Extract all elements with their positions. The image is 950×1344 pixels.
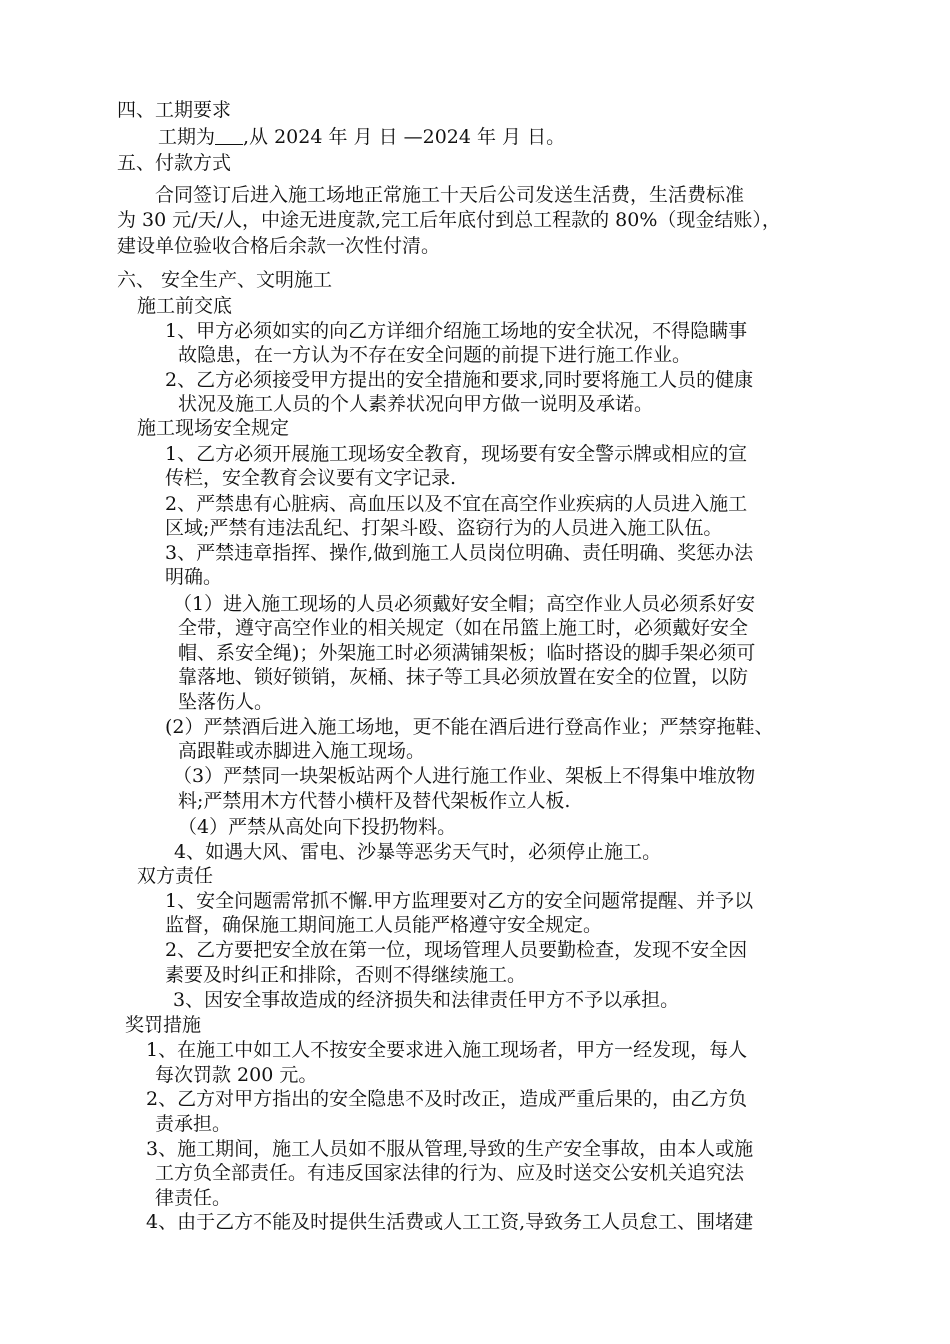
paragraph-line: 状况及施工人员的个人素养状况向甲方做一说明及承诺。 (178, 393, 654, 415)
paragraph-line: 律责任。 (155, 1187, 232, 1209)
paragraph-line: 3、施工期间，施工人员如不服从管理,导致的生产安全事故，由本人或施 (146, 1138, 754, 1160)
paragraph-line: 2、严禁患有心脏病、高血压以及不宜在高空作业疾病的人员进入施工 (165, 493, 748, 515)
section-6-title: 六、 安全生产、文明施工 (117, 269, 333, 291)
paragraph-line: (2）严禁酒后进入施工场地，更不能在酒后进行登高作业；严禁穿拖鞋、 (165, 716, 774, 738)
subheading: 双方责任 (137, 865, 214, 887)
paragraph-line: 1、甲方必须如实的向乙方详细介绍施工场地的安全状况，不得隐瞒事 (165, 320, 748, 342)
paragraph-line: 区域;严禁有违法乱纪、打架斗殴、盗窃行为的人员进入施工队伍。 (165, 517, 723, 539)
paragraph-line: 4、由于乙方不能及时提供生活费或人工工资,导致务工人员怠工、围堵建 (146, 1211, 754, 1233)
paragraph-line: 每次罚款 200 元。 (155, 1064, 318, 1086)
paragraph-line: 责承担。 (155, 1113, 232, 1135)
payment-text: 为 30 元/天/人，中途无进度款,完工后年底付到总工程款的 80%（现金结账）， (117, 209, 781, 231)
paragraph-line: （4）严禁从高处向下投扔物料。 (178, 816, 457, 838)
paragraph-line: 2、乙方对甲方指出的安全隐患不及时改正，造成严重后果的，由乙方负 (146, 1088, 748, 1110)
paragraph-line: 传栏，安全教育会议要有文字记录. (165, 467, 457, 489)
schedule-line (158, 125, 565, 149)
paragraph-line: 高跟鞋或赤脚进入施工现场。 (178, 740, 426, 762)
paragraph-line: 工方负全部责任。有违反国家法律的行为、应及时送交公安机关追究法 (155, 1162, 745, 1184)
paragraph-line: 坠落伤人。 (178, 691, 274, 713)
paragraph-line: 1、在施工中如工人不按安全要求进入施工现场者，甲方一经发现，每人 (146, 1039, 748, 1061)
paragraph-line: 1、安全问题需常抓不懈.甲方监理要对乙方的安全问题常提醒、并予以 (165, 890, 754, 912)
paragraph-line: 料;严禁用木方代替小横杆及替代架板作立人板. (178, 790, 571, 812)
section-4-title: 四、工期要求 (117, 99, 232, 121)
paragraph-line: 3、因安全事故造成的经济损失和法律责任甲方不予以承担。 (173, 989, 680, 1011)
paragraph-line: 2、乙方必须接受甲方提出的安全措施和要求,同时要将施工人员的健康 (165, 369, 754, 391)
paragraph-line: 监督，确保施工期间施工人员能严格遵守安全规定。 (165, 914, 603, 936)
subheading: 奖罚措施 (125, 1014, 202, 1036)
blank-underline (215, 126, 243, 145)
section-5-title: 五、付款方式 (117, 152, 232, 174)
paragraph-line: （1）进入施工现场的人员必须戴好安全帽；高空作业人员必须系好安 (173, 593, 756, 615)
paragraph-line: 2、乙方要把安全放在第一位，现场管理人员要勤检查，发现不安全因 (165, 939, 748, 961)
paragraph-line: 故隐患，在一方认为不存在安全问题的前提下进行施工作业。 (178, 344, 692, 366)
paragraph-line: 4、如遇大风、雷电、沙暴等恶劣天气时，必须停止施工。 (174, 841, 662, 863)
paragraph-line: 1、乙方必须开展施工现场安全教育，现场要有安全警示牌或相应的宣 (165, 443, 748, 465)
schedule-dates: ,从 2024 年 月 日 —2024 年 月 日。 (243, 126, 566, 148)
subheading: 施工前交底 (137, 295, 233, 317)
payment-text: 合同签订后进入施工场地正常施工十天后公司发送生活费，生活费标准 (155, 184, 745, 206)
paragraph-line: 素要及时纠正和排除，否则不得继续施工。 (165, 964, 527, 986)
paragraph-line: 帽、系安全绳)；外架施工时必须满铺架板；临时搭设的脚手架必须可 (178, 642, 756, 664)
paragraph-line: 3、严禁违章指挥、操作,做到施工人员岗位明确、责任明确、奖惩办法 (165, 542, 754, 564)
paragraph-line: 全带，遵守高空作业的相关规定（如在吊篮上施工时，必须戴好安全 (178, 617, 749, 639)
paragraph-line: 靠落地、锁好锁销，灰桶、抹子等工具必须放置在安全的位置，以防 (178, 666, 749, 688)
paragraph-line: （3）严禁同一块架板站两个人进行施工作业、架板上不得集中堆放物 (173, 765, 756, 787)
subheading: 施工现场安全规定 (137, 417, 290, 439)
paragraph-line: 明确。 (165, 566, 223, 588)
schedule-prefix: 工期为 (158, 126, 216, 148)
payment-text: 建设单位验收合格后余款一次性付清。 (117, 235, 441, 257)
